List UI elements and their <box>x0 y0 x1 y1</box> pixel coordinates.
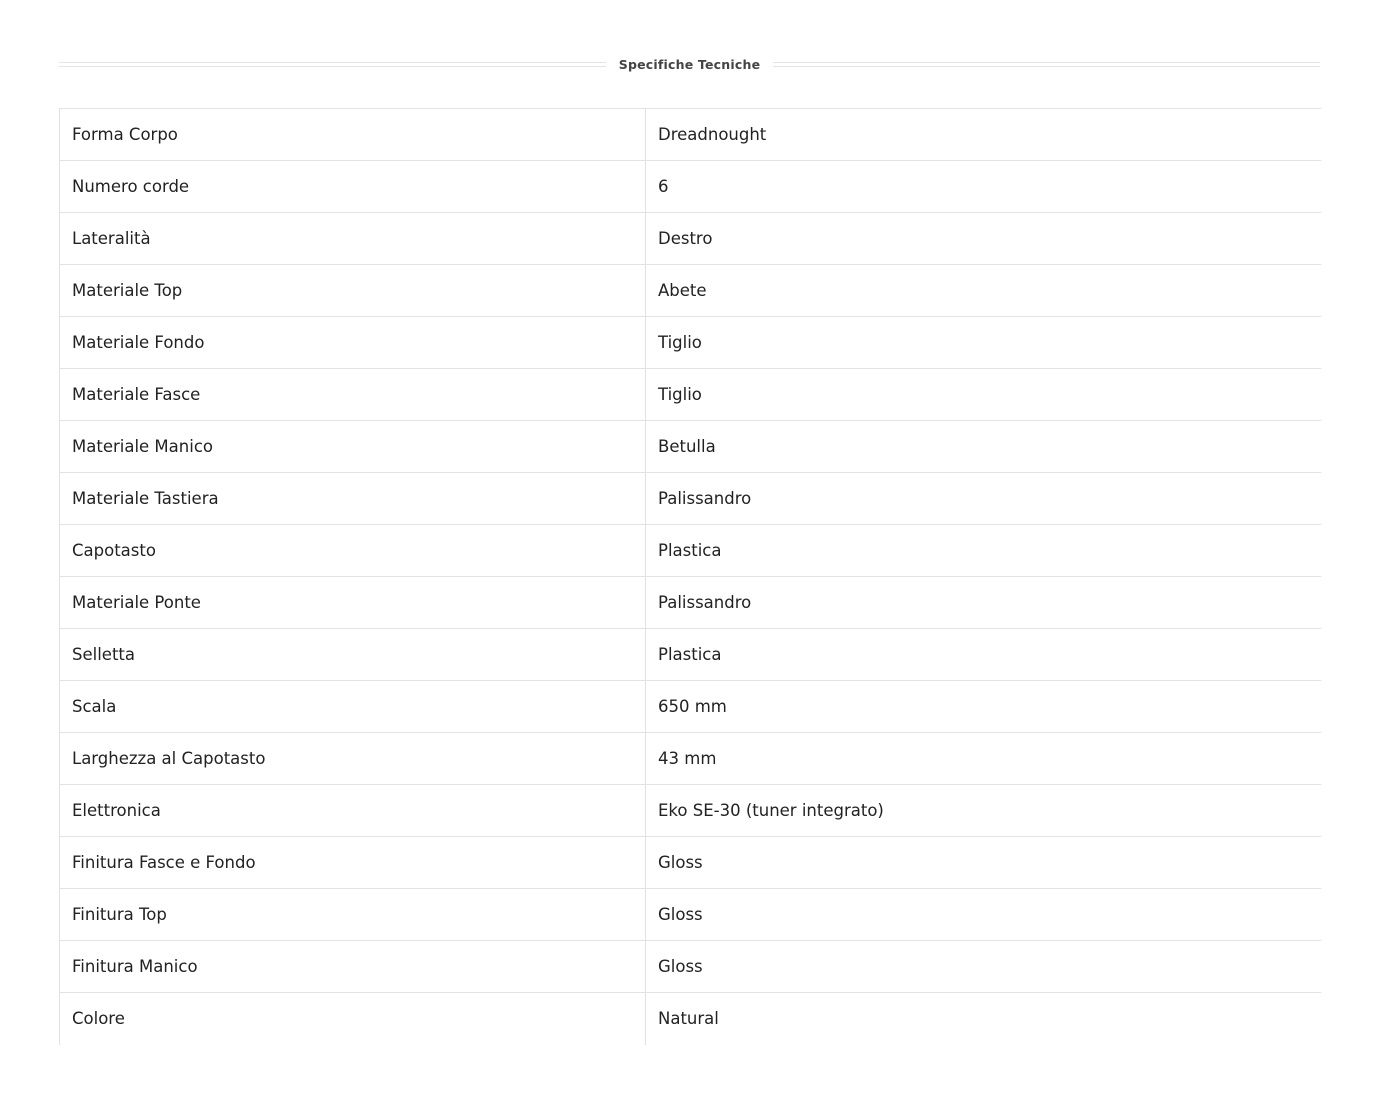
section-title: Specifiche Tecniche <box>618 56 761 72</box>
table-row <box>60 317 1321 369</box>
spec-label: Capotasto <box>60 525 646 577</box>
spec-label: Materiale Fondo <box>60 317 646 369</box>
spec-value: Abete <box>646 265 1321 317</box>
spec-value: Gloss <box>646 889 1321 941</box>
spec-value: Tiglio <box>646 317 1321 369</box>
spec-value: Palissandro <box>646 473 1321 525</box>
section-header <box>59 52 1320 76</box>
spec-label: Forma Corpo <box>60 109 646 161</box>
spec-value: Tiglio <box>646 369 1321 421</box>
table-row <box>60 733 1321 785</box>
table-row <box>60 941 1321 993</box>
table-row <box>60 421 1321 473</box>
table-row <box>60 265 1321 317</box>
spec-value: Plastica <box>646 629 1321 681</box>
table-row <box>60 577 1321 629</box>
spec-label: Larghezza al Capotasto <box>60 733 646 785</box>
table-row <box>60 993 1321 1045</box>
spec-label: Materiale Ponte <box>60 577 646 629</box>
spec-value: Plastica <box>646 525 1321 577</box>
spec-label: Selletta <box>60 629 646 681</box>
spec-label: Finitura Fasce e Fondo <box>60 837 646 889</box>
table-row <box>60 525 1321 577</box>
spec-value: 650 mm <box>646 681 1321 733</box>
table-row <box>60 161 1321 213</box>
table-row <box>60 837 1321 889</box>
table-row <box>60 629 1321 681</box>
spec-label: Materiale Manico <box>60 421 646 473</box>
table-row <box>60 213 1321 265</box>
table-row <box>60 369 1321 421</box>
spec-label: Colore <box>60 993 646 1045</box>
spec-label: Numero corde <box>60 161 646 213</box>
spec-value: 6 <box>646 161 1321 213</box>
divider-right <box>773 62 1320 67</box>
spec-value: Dreadnought <box>646 109 1321 161</box>
spec-label: Finitura Manico <box>60 941 646 993</box>
table-row <box>60 109 1321 161</box>
divider-left <box>59 62 606 67</box>
spec-label: Materiale Fasce <box>60 369 646 421</box>
spec-value: Gloss <box>646 837 1321 889</box>
spec-value: 43 mm <box>646 733 1321 785</box>
spec-value: Destro <box>646 213 1321 265</box>
spec-label: Elettronica <box>60 785 646 837</box>
spec-label: Materiale Top <box>60 265 646 317</box>
table-row <box>60 473 1321 525</box>
spec-label: Lateralità <box>60 213 646 265</box>
spec-value: Betulla <box>646 421 1321 473</box>
spec-label: Materiale Tastiera <box>60 473 646 525</box>
spec-label: Finitura Top <box>60 889 646 941</box>
table-row <box>60 785 1321 837</box>
table-row <box>60 681 1321 733</box>
spec-value: Eko SE-30 (tuner integrato) <box>646 785 1321 837</box>
spec-value: Natural <box>646 993 1321 1045</box>
spec-value: Gloss <box>646 941 1321 993</box>
specs-table <box>59 108 1321 1045</box>
spec-value: Palissandro <box>646 577 1321 629</box>
table-row <box>60 889 1321 941</box>
spec-label: Scala <box>60 681 646 733</box>
